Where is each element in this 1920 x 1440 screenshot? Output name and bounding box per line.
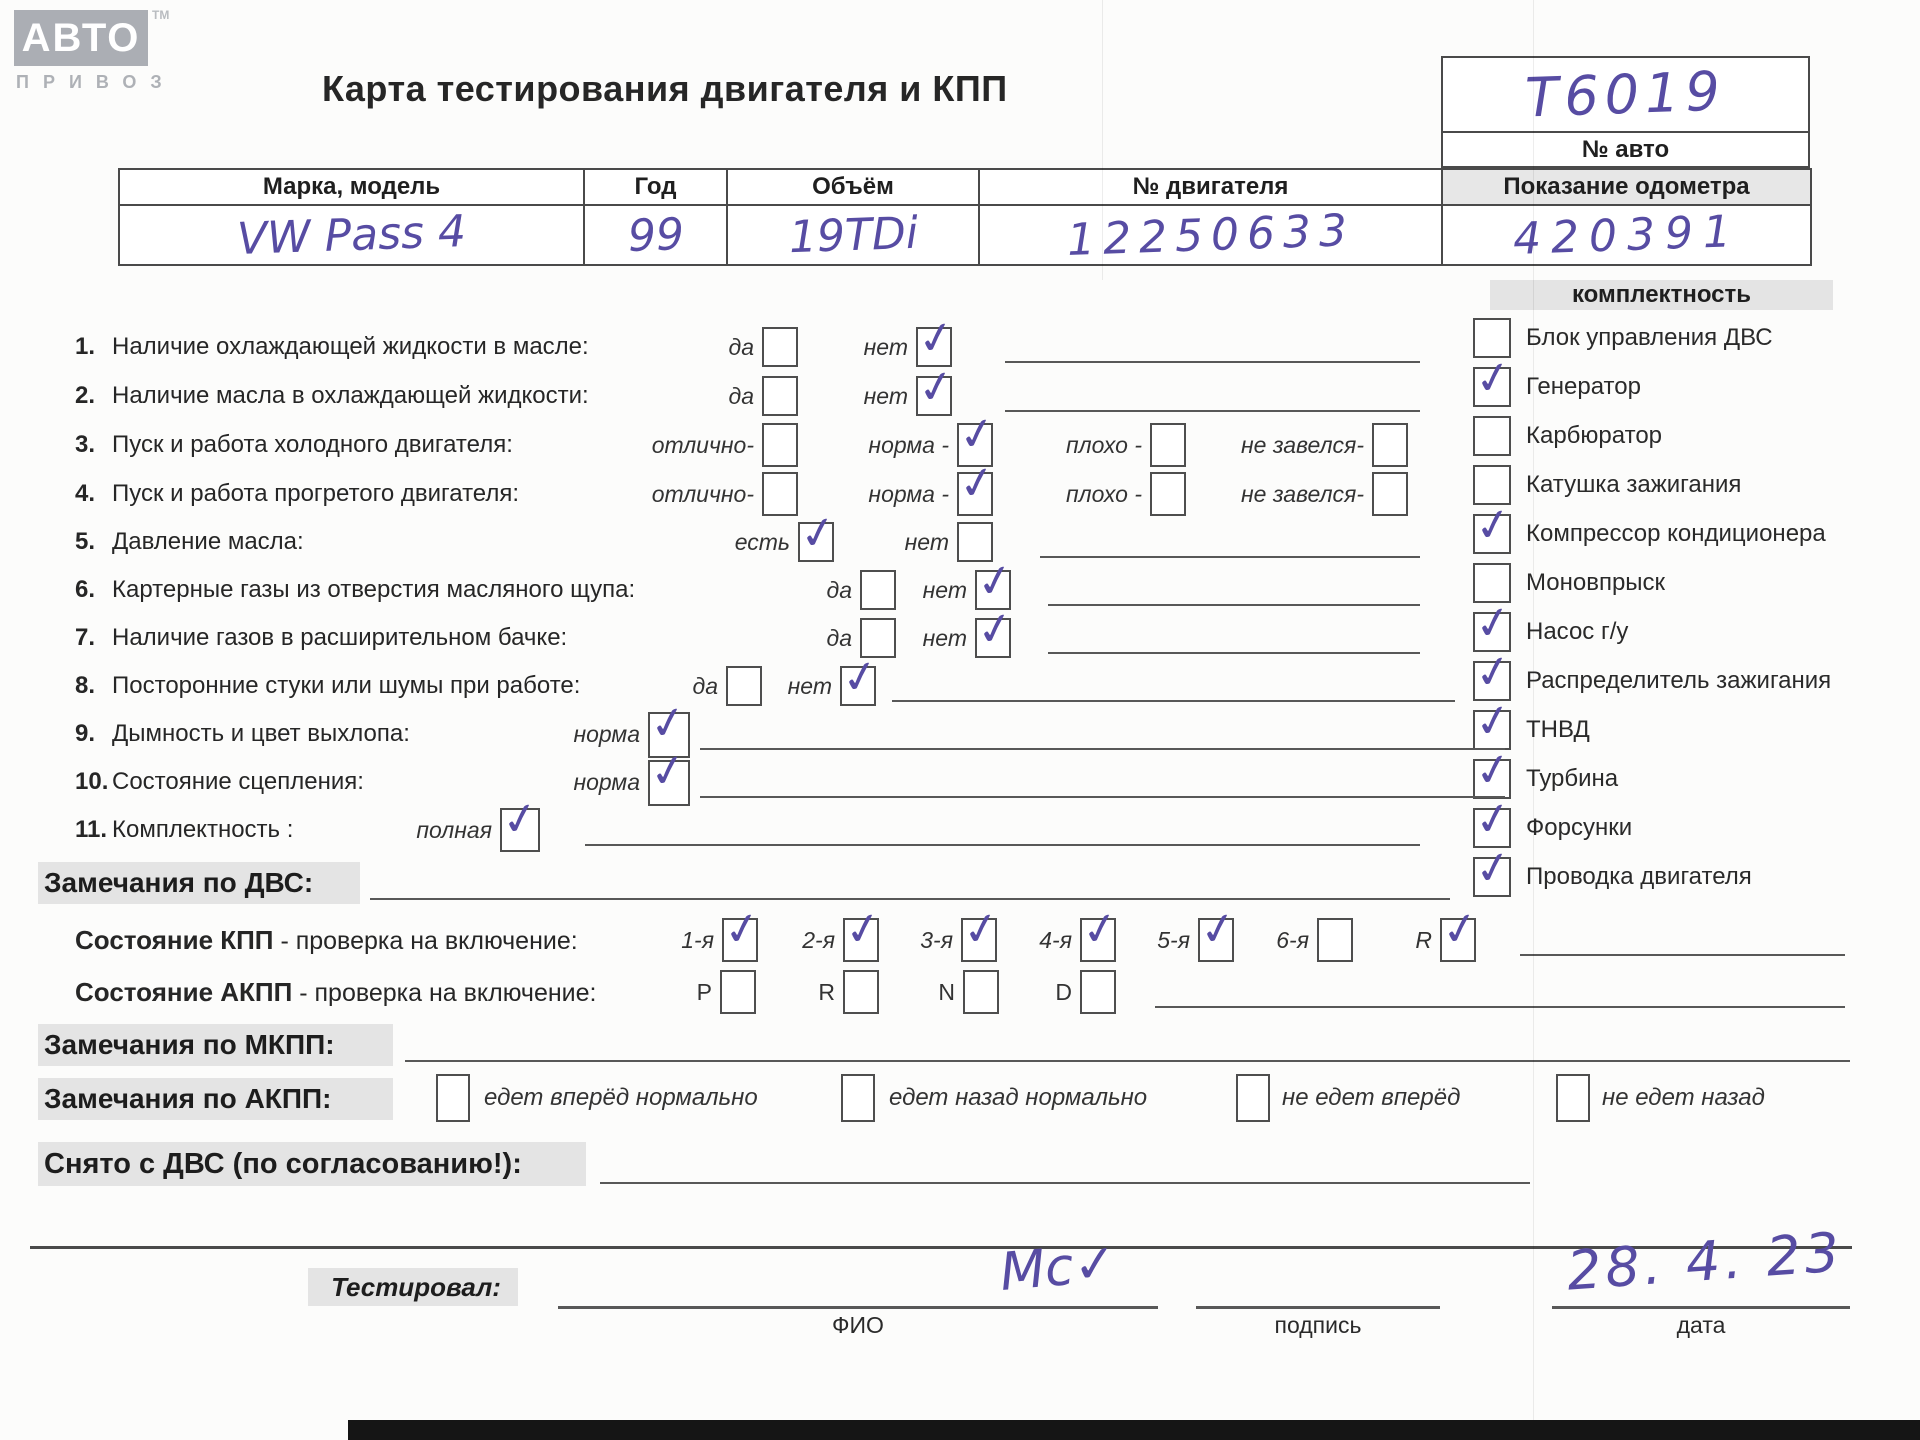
akpp-row — [0, 970, 1920, 1014]
gear-label: D — [1055, 979, 1072, 1005]
option-label: отлично- — [651, 481, 754, 507]
item-number: 11. — [75, 816, 108, 843]
item-number: 6. — [75, 576, 96, 603]
item-label: Наличие масла в охлаждающей жидкости: — [112, 382, 589, 409]
akpp-option-checkbox[interactable] — [1236, 1074, 1270, 1122]
completeness-item-label: Моновпрыск — [1526, 568, 1666, 596]
item-label: Состояние сцепления: — [112, 768, 364, 795]
logo-tm-mark: ТМ — [152, 8, 170, 22]
option-label: нет — [904, 529, 949, 555]
completeness-item-label: Карбюратор — [1526, 421, 1663, 449]
checklist-row-1 — [0, 325, 1920, 369]
gear-checkbox[interactable] — [720, 970, 756, 1014]
gear-checkbox[interactable] — [1317, 918, 1353, 962]
make-model-value: VW Pass 4 — [236, 205, 467, 265]
option-checkbox[interactable] — [1372, 423, 1408, 467]
option-label: есть — [734, 529, 790, 555]
gear-label: P — [696, 979, 712, 1005]
date-caption: дата — [1676, 1312, 1726, 1338]
option-checkbox[interactable] — [975, 618, 1011, 658]
akpp-label-rest: - проверка на включение: — [292, 979, 597, 1007]
scan-edge-bar — [348, 1420, 1920, 1440]
gear-label: 5-я — [1157, 927, 1190, 953]
fio-line[interactable] — [558, 1306, 1158, 1309]
completeness-item-label: ТНВД — [1526, 715, 1590, 743]
gear-label: N — [938, 979, 955, 1005]
item-label: Дымность и цвет выхлопа: — [112, 720, 410, 747]
item-number: 10. — [75, 768, 109, 795]
checklist-row-4 — [0, 472, 1920, 516]
signature-line[interactable] — [1196, 1306, 1440, 1309]
item-number: 7. — [75, 624, 96, 651]
item-label: Наличие газов в расширительном бачке: — [112, 624, 568, 651]
fio-caption: ФИО — [832, 1312, 884, 1338]
item-number: 4. — [75, 480, 96, 507]
cell-engine-no[interactable] — [980, 206, 1443, 264]
blank-line[interactable] — [1040, 556, 1420, 558]
scan-crease — [1533, 0, 1534, 1440]
akpp-option-label: не едет вперёд — [1282, 1084, 1461, 1111]
dvs-remarks-label: Замечания по ДВС: — [38, 862, 360, 904]
blank-line[interactable] — [1520, 954, 1845, 956]
item-number: 5. — [75, 528, 96, 555]
item-number: 2. — [75, 382, 96, 409]
option-label: да — [728, 383, 754, 409]
signature-caption: подпись — [1274, 1312, 1362, 1338]
completeness-item-label: Турбина — [1526, 764, 1619, 792]
engine-no-value: 12250633 — [1065, 204, 1356, 266]
col-header-volume: Объём — [728, 170, 980, 206]
option-label: да — [826, 625, 852, 651]
blank-line[interactable] — [1048, 604, 1420, 606]
logo-subtitle: ПРИВОЗ — [16, 72, 176, 92]
option-label: нет — [863, 334, 908, 360]
item-number: 3. — [75, 431, 96, 458]
akpp-label-bold: Состояние АКПП — [75, 977, 293, 1007]
option-checkbox[interactable] — [762, 472, 798, 516]
akpp-option-checkbox[interactable] — [841, 1074, 875, 1122]
option-checkbox[interactable] — [840, 666, 876, 706]
option-label: норма - — [868, 481, 949, 507]
col-header-year: Год — [585, 170, 728, 206]
gear-checkbox[interactable] — [1198, 918, 1234, 962]
col-header-odometer: Показание одометра — [1443, 170, 1810, 206]
gear-label: R — [818, 979, 835, 1005]
completeness-header: комплектность — [1490, 280, 1833, 310]
option-label: не завелся- — [1240, 481, 1364, 507]
checklist-row-8 — [0, 664, 1920, 708]
tester-signature-handwriting: Мс✓ — [997, 1233, 1120, 1303]
kpp-label — [75, 918, 578, 963]
completeness-item-label: Насос г/у — [1526, 617, 1629, 645]
blank-line[interactable] — [585, 844, 1420, 846]
akpp-remarks-options — [0, 1074, 1920, 1122]
option-checkbox[interactable] — [957, 472, 993, 516]
item-label: Давление масла: — [112, 528, 304, 555]
completeness-item-label: Форсунки — [1526, 813, 1633, 841]
item-label: Пуск и работа прогретого двигателя: — [112, 480, 520, 507]
option-label: норма — [573, 721, 640, 747]
blank-line[interactable] — [700, 748, 1505, 750]
akpp-remarks-label: Замечания по АКПП: — [38, 1078, 393, 1120]
option-label: да — [728, 334, 754, 360]
completeness-item-label: Распределитель зажигания — [1526, 666, 1832, 694]
checklist-row-6 — [0, 568, 1920, 612]
option-label: нет — [922, 577, 967, 603]
tested-by-label: Тестировал: — [308, 1268, 518, 1306]
option-label: нет — [922, 625, 967, 651]
kpp-label-bold: Состояние КПП — [75, 925, 274, 955]
option-label: полная — [416, 817, 492, 843]
removed-line[interactable] — [600, 1182, 1530, 1184]
option-checkbox[interactable] — [1372, 472, 1408, 516]
cell-odometer[interactable] — [1443, 206, 1810, 264]
option-label: нет — [863, 383, 908, 409]
item-label: Посторонние стуки или шумы при работе: — [112, 672, 581, 699]
logo-brand-text: АВТО — [21, 15, 141, 60]
gear-label: 2-я — [802, 927, 835, 953]
dvs-remarks-line[interactable] — [370, 898, 1450, 900]
option-label: да — [826, 577, 852, 603]
blank-line[interactable] — [1005, 361, 1420, 363]
cell-make-model[interactable] — [120, 206, 585, 264]
completeness-item-label: Генератор — [1526, 372, 1641, 400]
odometer-value: 420391 — [1511, 205, 1742, 265]
date-line[interactable] — [1552, 1306, 1850, 1309]
gear-checkbox[interactable] — [843, 970, 879, 1014]
option-checkbox[interactable] — [798, 522, 834, 562]
checklist-row-10 — [0, 760, 1920, 804]
option-checkbox[interactable] — [1150, 423, 1186, 467]
item-number: 1. — [75, 333, 96, 360]
blank-line[interactable] — [700, 796, 1505, 798]
item-label: Комплектность : — [112, 816, 294, 843]
checklist-row-9 — [0, 712, 1920, 756]
auto-number-value: Т6019 — [1524, 59, 1727, 130]
option-checkbox[interactable] — [500, 808, 540, 852]
gear-label: 1-я — [681, 927, 714, 953]
option-label: да — [692, 673, 718, 699]
gear-checkbox[interactable] — [722, 918, 758, 962]
gear-label: 4-я — [1039, 927, 1072, 953]
akpp-option-label: не едет назад — [1602, 1084, 1765, 1111]
checklist-row-7 — [0, 616, 1920, 660]
akpp-option-checkbox[interactable] — [436, 1074, 470, 1122]
col-header-engine-no: № двигателя — [980, 170, 1443, 206]
avto-privoz-logo — [14, 10, 148, 66]
blank-line[interactable] — [892, 700, 1455, 702]
akpp-option-label: едет вперёд нормально — [484, 1084, 758, 1111]
auto-number-box — [1441, 56, 1810, 168]
akpp-option-checkbox[interactable] — [1556, 1074, 1590, 1122]
gear-label: 6-я — [1276, 927, 1309, 953]
completeness-item-label: Блок управления ДВС — [1526, 323, 1773, 351]
blank-line[interactable] — [1005, 410, 1420, 412]
completeness-checkbox[interactable] — [1473, 857, 1511, 897]
blank-line[interactable] — [1155, 1006, 1845, 1008]
item-number: 8. — [75, 672, 96, 699]
volume-value: 19TDi — [787, 207, 919, 263]
akpp-label — [75, 970, 596, 1015]
gear-checkbox[interactable] — [961, 918, 997, 962]
item-label: Пуск и работа холодного двигателя: — [112, 431, 513, 458]
option-checkbox[interactable] — [762, 376, 798, 416]
page-title: Карта тестирования двигателя и КПП — [322, 68, 1008, 109]
mkpp-remarks-line[interactable] — [405, 1060, 1850, 1062]
gear-label: R — [1415, 927, 1432, 953]
gear-checkbox[interactable] — [1080, 918, 1116, 962]
option-label: плохо - — [1066, 481, 1142, 507]
option-checkbox[interactable] — [762, 423, 798, 467]
completeness-item-label: Компрессор кондиционера — [1526, 519, 1826, 547]
option-label: отлично- — [651, 432, 754, 458]
gear-checkbox[interactable] — [1080, 970, 1116, 1014]
cell-year[interactable] — [585, 206, 728, 264]
option-label: не завелся- — [1240, 432, 1364, 458]
gear-label: 3-я — [920, 927, 953, 953]
item-number: 9. — [75, 720, 96, 747]
option-checkbox[interactable] — [916, 376, 952, 416]
kpp-row — [0, 918, 1920, 962]
date-handwriting: 28. 4. 23 — [1564, 1220, 1846, 1303]
gear-checkbox[interactable] — [843, 918, 879, 962]
completeness-item — [1473, 852, 1752, 901]
removed-label: Снято с ДВС (по согласованию!): — [38, 1142, 586, 1186]
completeness-item-label: Катушка зажигания — [1526, 470, 1742, 498]
auto-number-label: № авто — [1443, 131, 1808, 166]
option-label: норма — [573, 769, 640, 795]
item-label: Картерные газы из отверстия масляного щупа: — [112, 576, 636, 603]
option-checkbox[interactable] — [762, 327, 798, 367]
cell-volume[interactable] — [728, 206, 980, 264]
option-checkbox[interactable] — [1150, 472, 1186, 516]
completeness-item-label: Проводка двигателя — [1526, 862, 1752, 890]
mkpp-remarks-label: Замечания по МКПП: — [38, 1024, 393, 1066]
option-label: нет — [787, 673, 832, 699]
akpp-option-label: едет назад нормально — [889, 1084, 1148, 1111]
option-label: плохо - — [1066, 432, 1142, 458]
item-label: Наличие охлаждающей жидкости в масле: — [112, 333, 589, 360]
gear-checkbox[interactable] — [1440, 918, 1476, 962]
option-checkbox[interactable] — [648, 760, 690, 806]
vehicle-table — [118, 168, 1812, 266]
gear-checkbox[interactable] — [963, 970, 999, 1014]
blank-line[interactable] — [1048, 652, 1420, 654]
year-value: 99 — [626, 208, 685, 262]
checklist-row-11 — [0, 808, 1920, 852]
scan-crease — [1102, 0, 1103, 280]
option-label: норма - — [868, 432, 949, 458]
kpp-label-rest: - проверка на включение: — [273, 927, 578, 955]
checklist-row-5 — [0, 520, 1920, 564]
col-header-make-model: Марка, модель — [120, 170, 585, 206]
